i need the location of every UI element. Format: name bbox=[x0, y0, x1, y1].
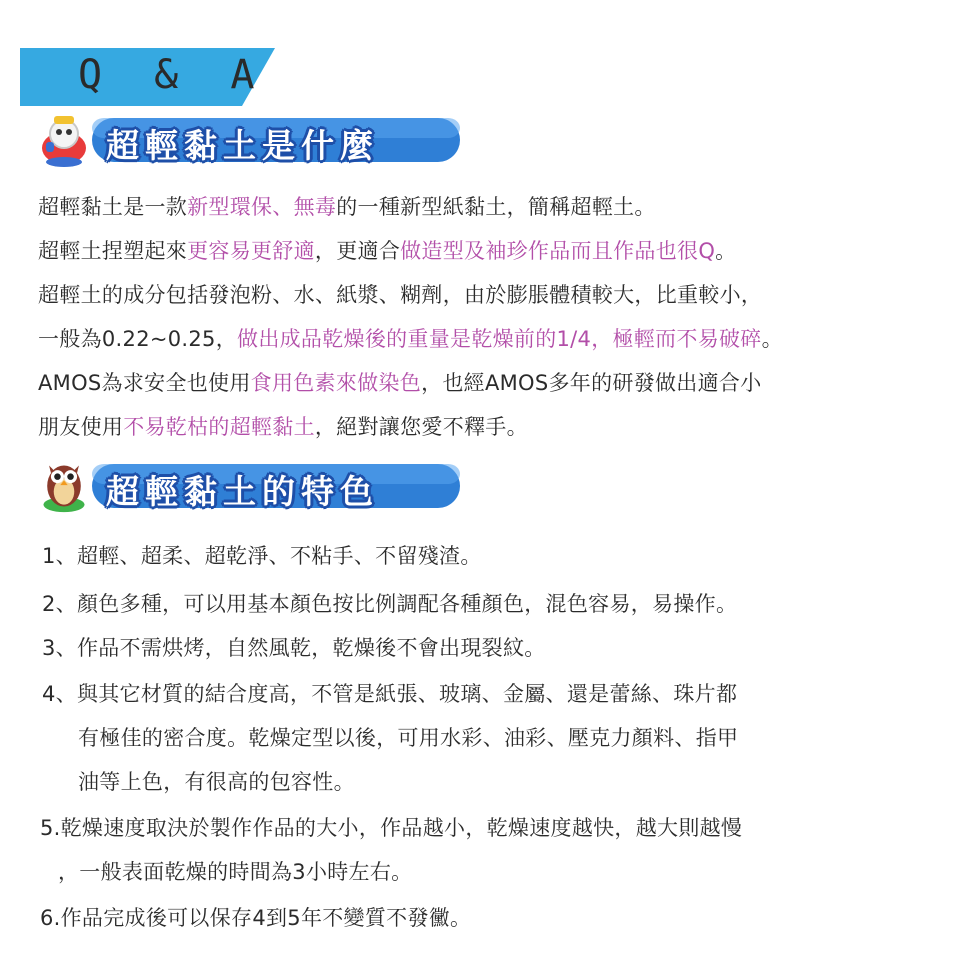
section-title-what-is: 超輕黏土是什麼 bbox=[106, 126, 379, 165]
body-text: 的一種新型紙黏土，簡稱超輕土。 bbox=[336, 195, 656, 219]
body-text: 一般為0.22~0.25， bbox=[38, 327, 238, 351]
qa-banner bbox=[20, 48, 275, 106]
section-title-bubble bbox=[90, 460, 470, 512]
feature-item: 2、顏色多種，可以用基本顏色按比例調配各種顏色，混色容易，易操作。 bbox=[42, 592, 738, 616]
highlighted-text: 食用色素來做染色 bbox=[250, 371, 422, 395]
body-text: 超輕土的成分包括發泡粉、水、紙漿、糊劑，由於膨脹體積較大，比重較小， bbox=[38, 283, 763, 307]
highlighted-text: 做出成品乾燥後的重量是乾燥前的1/4，極輕而不易破碎 bbox=[237, 327, 762, 351]
section-header-what-is bbox=[38, 112, 468, 172]
body-text: AMOS為求安全也使用 bbox=[38, 371, 251, 395]
body-text: ，更適合 bbox=[314, 239, 401, 263]
body-text: 。 bbox=[715, 239, 737, 263]
body-text: ，絕對讓您愛不釋手。 bbox=[314, 415, 528, 439]
highlighted-text: 做造型及袖珍作品而且作品也很Q bbox=[400, 239, 716, 263]
feature-item: 3、作品不需烘烤，自然風乾，乾燥後不會出現裂紋。 bbox=[42, 636, 546, 660]
feature-item: 6.作品完成後可以保存4到5年不變質不發黴。 bbox=[40, 906, 472, 930]
section-title-bubble bbox=[90, 114, 470, 166]
paragraph-line bbox=[38, 196, 656, 219]
section-header-features bbox=[38, 458, 468, 518]
body-text: 超輕土捏塑起來 bbox=[38, 239, 188, 263]
paragraph-line bbox=[38, 240, 736, 263]
paragraph-line bbox=[38, 284, 762, 307]
feature-item: 5.乾燥速度取決於製作作品的大小，作品越小，乾燥速度越快，越大則越慢 bbox=[40, 816, 743, 840]
feature-item: 油等上色，有很高的包容性。 bbox=[78, 770, 355, 794]
highlighted-text: 不易乾枯的超輕黏土 bbox=[123, 415, 315, 439]
feature-item: ，一般表面乾燥的時間為3小時左右。 bbox=[58, 860, 413, 884]
body-text: 朋友使用 bbox=[38, 415, 124, 439]
astronaut-mascot-icon bbox=[38, 112, 90, 168]
paragraph-line bbox=[38, 328, 783, 351]
paragraph-line bbox=[38, 372, 762, 395]
qa-banner-label: Q & A bbox=[78, 52, 269, 98]
body-text: ，也經AMOS多年的研發做出適合小 bbox=[421, 371, 762, 395]
highlighted-text: 更容易更舒適 bbox=[187, 239, 315, 263]
owl-mascot-icon bbox=[38, 458, 90, 514]
paragraph-line bbox=[38, 416, 528, 439]
feature-item: 4、與其它材質的結合度高，不管是紙張、玻璃、金屬、還是蕾絲、珠片都 bbox=[42, 682, 738, 706]
body-text: 。 bbox=[761, 327, 783, 351]
section-title-features: 超輕黏土的特色 bbox=[106, 472, 379, 511]
body-text: 超輕黏土是一款 bbox=[38, 195, 188, 219]
highlighted-text: 新型環保、無毒 bbox=[187, 195, 337, 219]
feature-item: 1、超輕、超柔、超乾淨、不粘手、不留殘渣。 bbox=[42, 544, 482, 568]
feature-item: 有極佳的密合度。乾燥定型以後，可用水彩、油彩、壓克力顏料、指甲 bbox=[78, 726, 739, 750]
